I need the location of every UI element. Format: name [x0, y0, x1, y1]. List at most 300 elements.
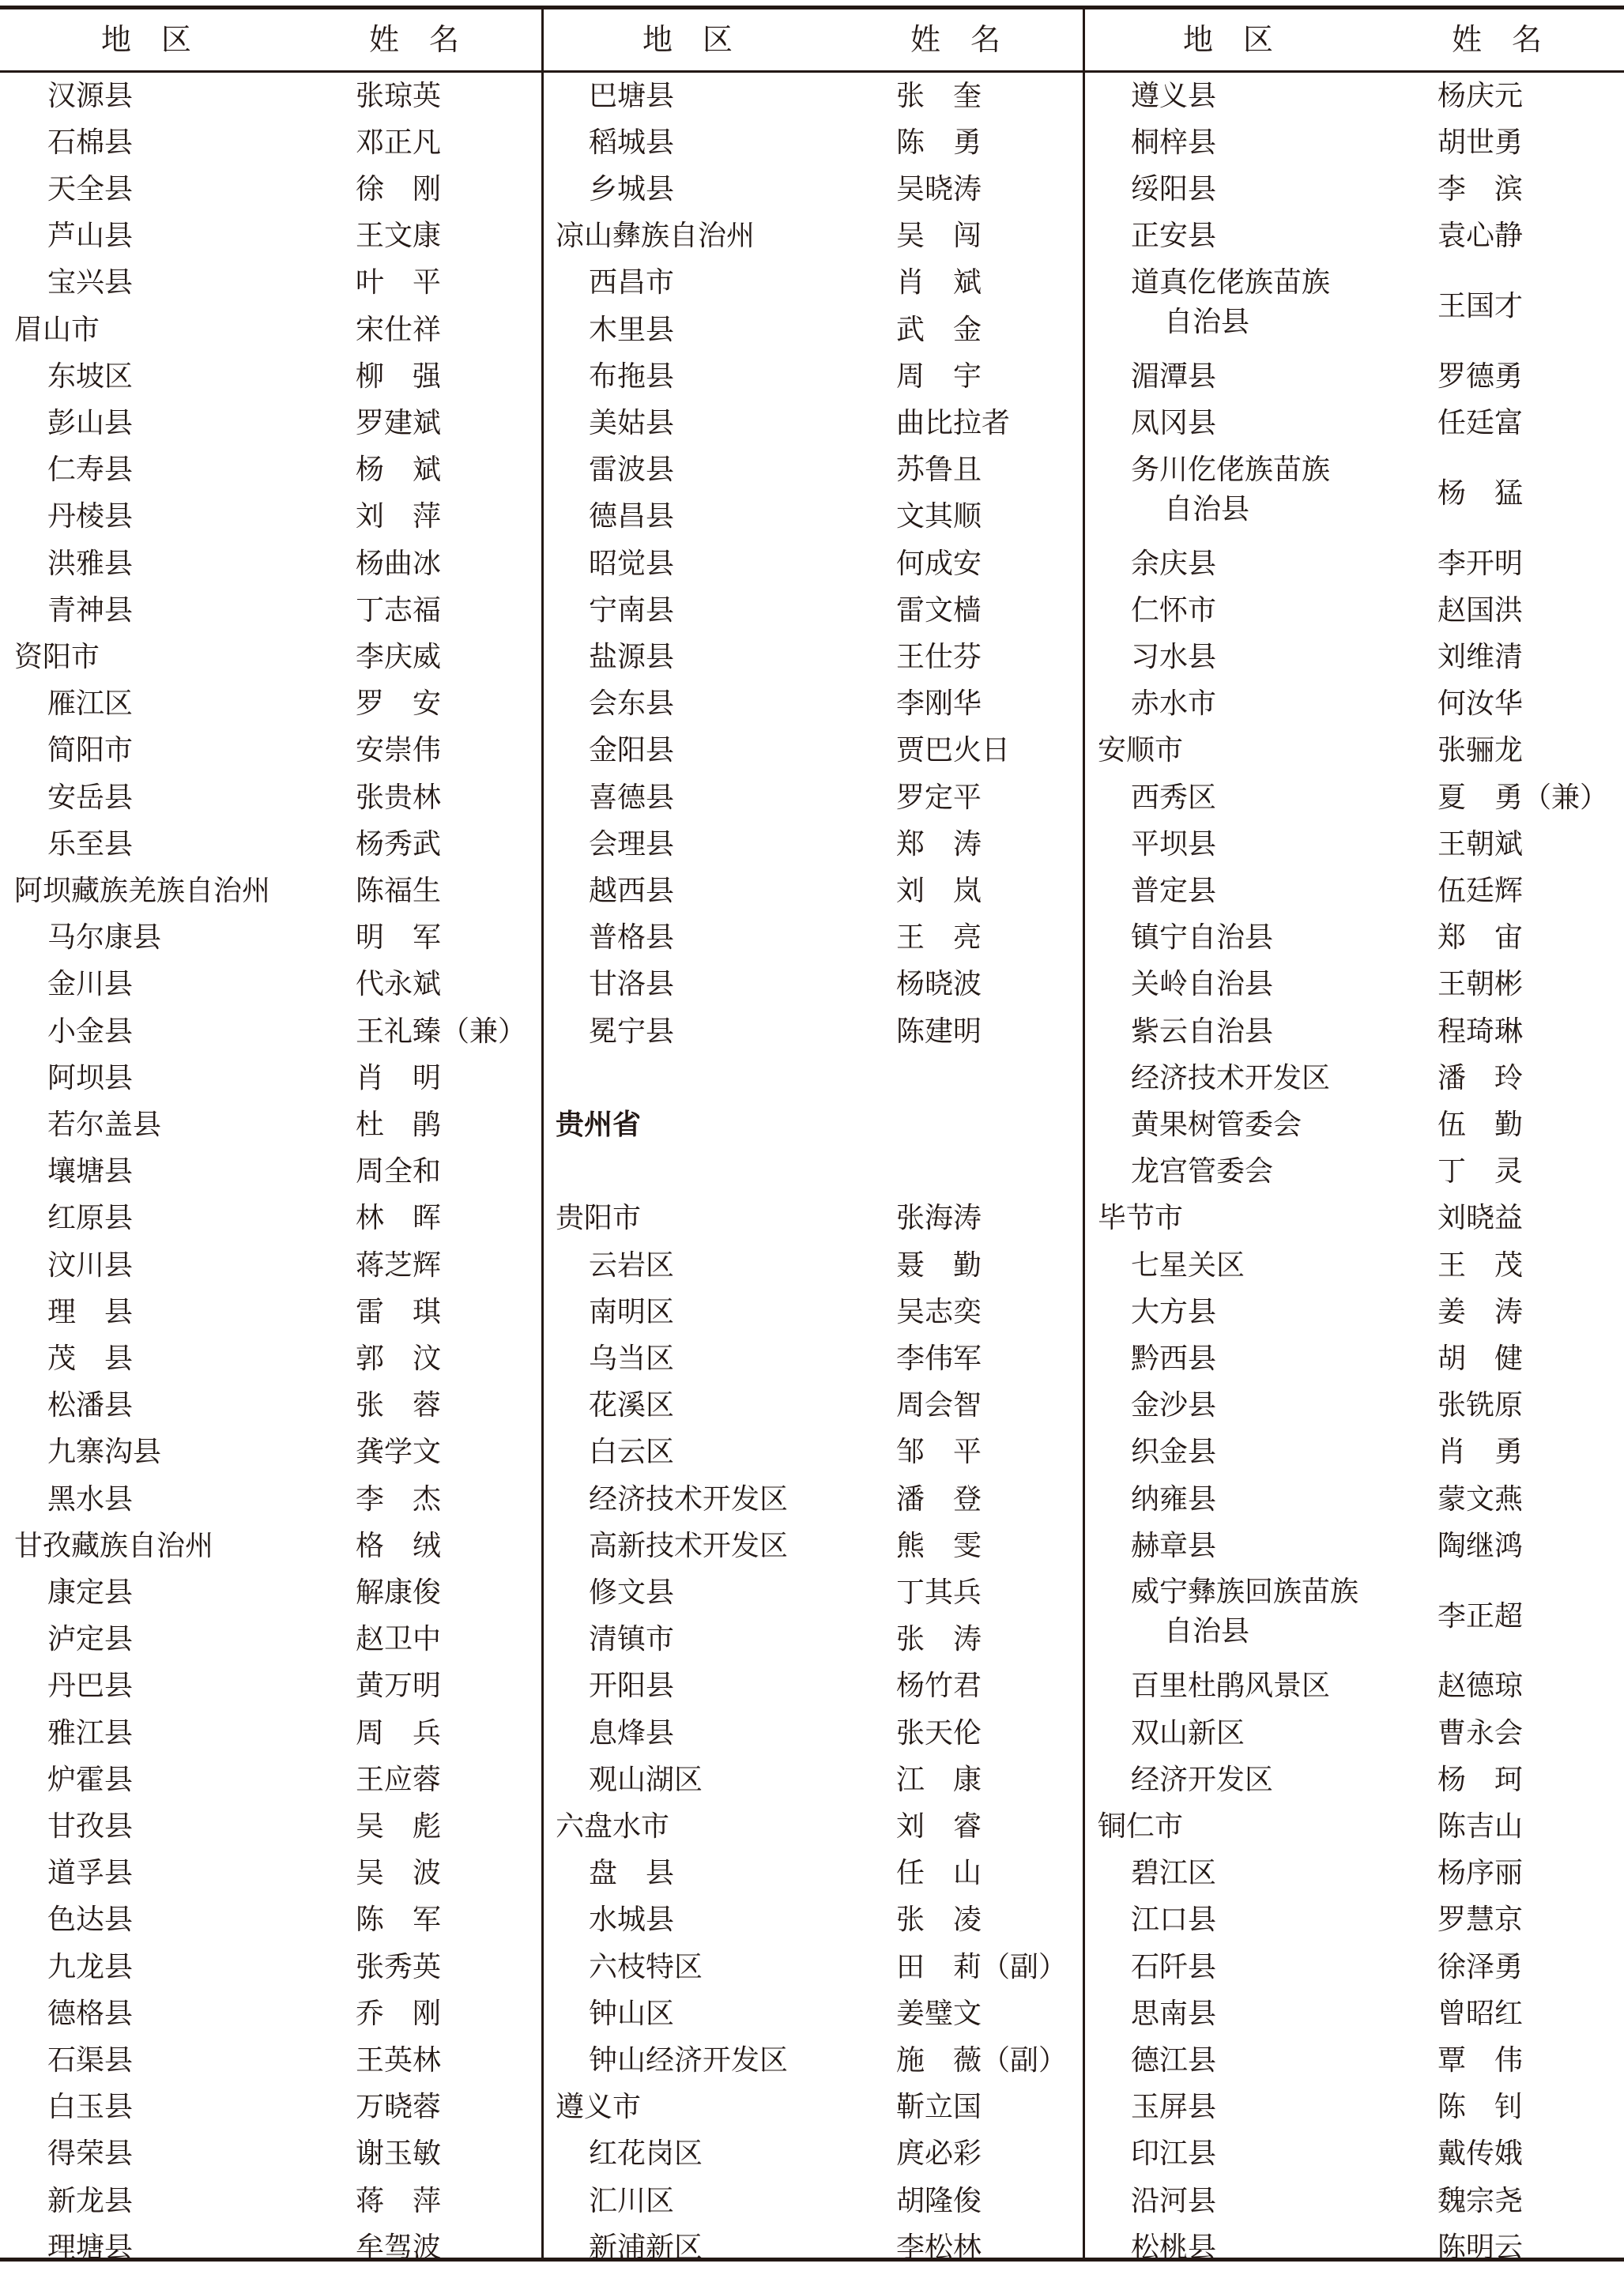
table-row: [0, 2224, 540, 2271]
table-row: [0, 400, 540, 446]
name-cell: 蒋 萍: [356, 2184, 442, 2217]
table-row: [544, 166, 1083, 213]
name-cell: 聂 勤: [896, 1248, 982, 1282]
table-row: [0, 2178, 540, 2224]
region-cell: 纳雍县: [1131, 1482, 1217, 1516]
table-row: [0, 307, 540, 353]
name-cell: 谢玉敏: [356, 2137, 442, 2171]
region-cell: 甘孜藏族自治州: [14, 1529, 214, 1562]
name-cell: 蒋芝辉: [356, 1248, 442, 1282]
table-row: [0, 1196, 540, 1242]
table-row: [544, 1757, 1083, 1803]
region-cell: 丹棱县: [47, 500, 134, 533]
name-cell: 武 金: [896, 313, 982, 346]
name-cell: 刘 岚: [896, 874, 982, 907]
region-cell: 玉屏县: [1131, 2091, 1217, 2124]
region-cell: 双山新区: [1131, 1716, 1245, 1749]
name-cell: 张秀英: [356, 1950, 442, 1983]
region-cell: 石渠县: [47, 2043, 134, 2077]
region-cell: 新浦新区: [589, 2231, 703, 2264]
table-row: [0, 681, 540, 728]
table-row: [544, 1663, 1083, 1710]
table-row: [544, 728, 1083, 774]
name-cell: 吴晓涛: [896, 172, 982, 205]
table-row: [1085, 1523, 1624, 1569]
region-cell: 金川县: [47, 968, 134, 1001]
table-row: [544, 1008, 1083, 1055]
table-row: [0, 166, 540, 213]
region-cell: 印江县: [1131, 2137, 1217, 2171]
table-row: [0, 1990, 540, 2037]
name-cell: 王 亮: [896, 921, 982, 955]
region-cell: 洪雅县: [47, 547, 134, 580]
region-cell: 仁寿县: [47, 454, 134, 487]
region-cell: 昭觉县: [589, 547, 675, 580]
region-cell: 道真仡佬族苗族: [1131, 266, 1331, 299]
name-cell: 柳 强: [356, 360, 442, 393]
column-header-name: 姓 名: [910, 22, 1001, 57]
name-cell: 任廷富: [1437, 406, 1524, 439]
region-cell: 德格县: [47, 1997, 134, 2030]
region-cell: 百里杜鹃风景区: [1131, 1670, 1331, 1703]
table-row: [0, 821, 540, 868]
name-cell: 杨序丽: [1437, 1857, 1524, 1890]
region-cell: 仁怀市: [1131, 593, 1217, 627]
name-cell: 吴志奕: [896, 1295, 982, 1328]
region-cell: 乡城县: [589, 172, 675, 205]
name-cell: 杨庆元: [1437, 79, 1524, 112]
column-header-name: 姓 名: [1452, 22, 1543, 57]
region-cell: 关岭自治县: [1131, 968, 1274, 1001]
region-cell: 湄潭县: [1131, 360, 1217, 393]
name-cell: 张 蓉: [356, 1389, 442, 1422]
region-cell: 眉山市: [14, 313, 100, 346]
table-column: [544, 73, 1083, 2264]
column-header-name: 姓 名: [369, 22, 460, 57]
name-cell: 施 薇（副）: [896, 2043, 1068, 2077]
name-cell: 魏宗尧: [1437, 2184, 1524, 2217]
region-cell: 木里县: [589, 313, 675, 346]
name-cell: 王英林: [356, 2043, 442, 2077]
region-cell: 红花岗区: [589, 2137, 703, 2171]
name-cell: 杨竹君: [896, 1670, 982, 1703]
table-row: [0, 1289, 540, 1335]
name-cell: 格 绒: [356, 1529, 442, 1562]
name-cell: 王文康: [356, 220, 442, 253]
name-cell: 张海涛: [896, 1202, 982, 1235]
name-cell: 覃 伟: [1437, 2043, 1524, 2077]
table-row: [1085, 587, 1624, 634]
table-row: [1085, 1710, 1624, 1757]
name-cell: 田 莉（副）: [896, 1950, 1068, 1983]
name-cell: 李正超: [1437, 1599, 1524, 1633]
region-cell: 色达县: [47, 1904, 134, 1937]
table-row: [1085, 681, 1624, 728]
table-row: [0, 1944, 540, 1990]
table-row: [544, 1710, 1083, 1757]
region-cell: 稻城县: [589, 126, 675, 159]
region-cell: 遵义市: [556, 2091, 642, 2124]
table-row: [0, 1102, 540, 1148]
table-row: [544, 1055, 1083, 1102]
name-cell: 李伟军: [896, 1342, 982, 1375]
region-cell: 毕节市: [1098, 1202, 1184, 1235]
table-row: [0, 2085, 540, 2131]
name-cell: 江 康: [896, 1763, 982, 1796]
table-row: [1085, 353, 1624, 400]
table-row: [0, 774, 540, 821]
region-cell: 巴塘县: [589, 79, 675, 112]
name-cell: 刘 睿: [896, 1810, 982, 1843]
table-row: [1085, 1196, 1624, 1242]
table-row: [1085, 166, 1624, 213]
region-cell: 六枝特区: [589, 1950, 703, 1983]
region-cell: 九寨沟县: [47, 1436, 162, 1469]
name-cell: 张琼英: [356, 79, 442, 112]
name-cell: 李 杰: [356, 1482, 442, 1516]
name-cell: 代永斌: [356, 968, 442, 1001]
table-row: [0, 962, 540, 1008]
table-row: [544, 2037, 1083, 2084]
region-cell: 西秀区: [1131, 781, 1217, 814]
name-cell: 李 滨: [1437, 172, 1524, 205]
region-cell: 汉源县: [47, 79, 134, 112]
table-row: [0, 1055, 540, 1102]
region-cell: 息烽县: [589, 1716, 675, 1749]
table-row: [1085, 1242, 1624, 1289]
table-row: [544, 1803, 1083, 1850]
region-cell: 清镇市: [589, 1623, 675, 1656]
table-row: [1085, 1757, 1624, 1803]
name-cell: 陈 军: [356, 1904, 442, 1937]
table-row: [544, 1476, 1083, 1523]
region-cell: 云岩区: [589, 1248, 675, 1282]
region-cell: 凉山彝族自治州: [556, 220, 755, 253]
name-cell: 叶 平: [356, 266, 442, 299]
table-row: [0, 353, 540, 400]
region-cell: 雷波县: [589, 454, 675, 487]
table-row: [1085, 1102, 1624, 1148]
region-cell: 织金县: [1131, 1436, 1217, 1469]
table-row: [1085, 2131, 1624, 2178]
name-cell: 杨 珂: [1437, 1763, 1524, 1796]
table-row: [1085, 1476, 1624, 1523]
table-row: [544, 1617, 1083, 1663]
region-cell: 安岳县: [47, 781, 134, 814]
region-cell: 越西县: [589, 874, 675, 907]
name-cell: 戴传娥: [1437, 2137, 1524, 2171]
name-cell: 罗定平: [896, 781, 982, 814]
name-cell: 邓正凡: [356, 126, 442, 159]
region-cell: 西昌市: [589, 266, 675, 299]
region-cell: 康定县: [47, 1576, 134, 1609]
name-cell: 潘 登: [896, 1482, 982, 1516]
name-cell: 苏鲁且: [896, 454, 982, 487]
region-cell: 经济开发区: [1131, 1763, 1274, 1796]
name-cell: 赵德琼: [1437, 1670, 1524, 1703]
region-cell: 炉霍县: [47, 1763, 134, 1796]
name-cell: 王国才: [1437, 289, 1524, 322]
region-cell: 习水县: [1131, 640, 1217, 673]
region-cell: 余庆县: [1131, 547, 1217, 580]
region-cell: 黔西县: [1131, 1342, 1217, 1375]
table-row: [0, 2131, 540, 2178]
region-cell: 德昌县: [589, 500, 675, 533]
name-cell: 张 凌: [896, 1904, 982, 1937]
table-row: [0, 447, 540, 494]
table-row: [544, 634, 1083, 680]
table-row: [0, 1897, 540, 1944]
name-cell: 牟驾波: [356, 2231, 442, 2264]
table-row: [544, 540, 1083, 587]
name-cell: 雷 琪: [356, 1295, 442, 1328]
table-row: [544, 821, 1083, 868]
name-cell: 王朝彬: [1437, 968, 1524, 1001]
name-cell: 王仕芬: [896, 640, 982, 673]
region-cell: 泸定县: [47, 1623, 134, 1656]
region-cell: 理塘县: [47, 2231, 134, 2264]
table-row: [1085, 1803, 1624, 1850]
name-cell: 罗慧京: [1437, 1904, 1524, 1937]
name-cell: 陈福生: [356, 874, 442, 907]
name-cell: 刘 萍: [356, 500, 442, 533]
table-row: [544, 1897, 1083, 1944]
region-cell: 观山湖区: [589, 1763, 703, 1796]
name-cell: 赵国洪: [1437, 593, 1524, 627]
table-row: [544, 260, 1083, 307]
region-cell: 理 县: [47, 1295, 134, 1328]
table-row: [544, 353, 1083, 400]
region-cell: 阿坝县: [47, 1061, 134, 1094]
name-cell: 张铣原: [1437, 1389, 1524, 1422]
region-cell: 江口县: [1131, 1904, 1217, 1937]
name-cell: 龚学文: [356, 1436, 442, 1469]
table-row: [0, 1663, 540, 1710]
name-cell: 陈建明: [896, 1015, 982, 1048]
table-row: [1085, 2178, 1624, 2224]
region-cell: 白云区: [589, 1436, 675, 1469]
region-cell: 得荣县: [47, 2137, 134, 2171]
region-cell: 贵阳市: [556, 1202, 642, 1235]
region-cell: 布拖县: [589, 360, 675, 393]
name-cell: 郑 宙: [1437, 921, 1524, 955]
table-row: [0, 1757, 540, 1803]
region-cell: 金阳县: [589, 734, 675, 767]
region-cell: 简阳市: [47, 734, 134, 767]
name-cell: 周全和: [356, 1155, 442, 1188]
region-cell: 若尔盖县: [47, 1108, 162, 1141]
name-cell: 王礼臻（兼）: [356, 1015, 527, 1048]
region-cell: 小金县: [47, 1015, 134, 1048]
table-row: [544, 1569, 1083, 1616]
region-cell: 沿河县: [1131, 2184, 1217, 2217]
name-cell: 任 山: [896, 1857, 982, 1890]
table-row: [0, 587, 540, 634]
region-cell: 黑水县: [47, 1482, 134, 1516]
region-cell: 德江县: [1131, 2043, 1217, 2077]
table-row: [544, 73, 1083, 119]
table-row: [0, 2037, 540, 2084]
name-cell: 程琦琳: [1437, 1015, 1524, 1048]
name-cell: 庹必彩: [896, 2137, 982, 2171]
table-row: [1085, 634, 1624, 680]
name-cell: 吴 彪: [356, 1810, 442, 1843]
table-row: [0, 1335, 540, 1382]
table-row: [544, 119, 1083, 166]
region-cell: 彭山县: [47, 406, 134, 439]
region-cell: 红原县: [47, 1202, 134, 1235]
name-cell: 刘晓益: [1437, 1202, 1524, 1235]
name-cell: 李松林: [896, 2231, 982, 2264]
table-row: [544, 2131, 1083, 2178]
table-row: [0, 1523, 540, 1569]
name-cell: 肖 斌: [896, 266, 982, 299]
region-cell: 钟山区: [589, 1997, 675, 2030]
region-cell: 乌当区: [589, 1342, 675, 1375]
table-row: [1085, 1851, 1624, 1897]
name-cell: 夏 勇（兼）: [1437, 781, 1609, 814]
name-cell: 周 兵: [356, 1716, 442, 1749]
table-row: [0, 119, 540, 166]
name-cell: 张天伦: [896, 1716, 982, 1749]
name-cell: 赵卫中: [356, 1623, 442, 1656]
table-row: [544, 1242, 1083, 1289]
region-cell: 青神县: [47, 593, 134, 627]
region-cell: 金沙县: [1131, 1389, 1217, 1422]
region-cell: 松潘县: [47, 1389, 134, 1422]
name-cell: 徐 刚: [356, 172, 442, 205]
table-row: [544, 681, 1083, 728]
table-row: [0, 728, 540, 774]
name-cell: 丁其兵: [896, 1576, 982, 1609]
name-cell: 何汝华: [1437, 687, 1524, 721]
region-cell: 汶川县: [47, 1248, 134, 1282]
region-cell: 修文县: [589, 1576, 675, 1609]
name-cell: 肖 明: [356, 1061, 442, 1094]
region-cell: 白玉县: [47, 2091, 134, 2124]
name-cell: 罗德勇: [1437, 360, 1524, 393]
table-row: [544, 2085, 1083, 2131]
table-row: [0, 1803, 540, 1850]
name-cell: 曲比拉者: [896, 406, 1011, 439]
name-cell: 周会智: [896, 1389, 982, 1422]
table-row: [1085, 400, 1624, 446]
region-cell: 威宁彝族回族苗族: [1131, 1576, 1359, 1609]
table-row: [1085, 1289, 1624, 1335]
region-cell: 水城县: [589, 1904, 675, 1937]
table-row: [544, 1990, 1083, 2037]
table-row: [1085, 962, 1624, 1008]
name-cell: 吴 闯: [896, 220, 982, 253]
region-cell: 茂 县: [47, 1342, 134, 1375]
region-cell: 资阳市: [14, 640, 100, 673]
column-header-region: 地 区: [1183, 22, 1274, 57]
table-row: [0, 1149, 540, 1196]
name-cell: 周 宇: [896, 360, 982, 393]
region-cell: 高新技术开发区: [589, 1529, 789, 1562]
name-cell: 蒙文燕: [1437, 1482, 1524, 1516]
table-row: [544, 1102, 1083, 1148]
table-row: [544, 868, 1083, 914]
region-cell: 甘孜县: [47, 1810, 134, 1843]
name-cell: 胡隆俊: [896, 2184, 982, 2217]
name-cell: 曹永会: [1437, 1716, 1524, 1749]
region-cell: 芦山县: [47, 220, 134, 253]
region-cell: 赤水市: [1131, 687, 1217, 721]
table-row: [1085, 1429, 1624, 1476]
table-row: [1085, 1008, 1624, 1055]
table-row: [0, 260, 540, 307]
table-row: [544, 1383, 1083, 1429]
region-cell: 新龙县: [47, 2184, 134, 2217]
region-cell: 盘 县: [589, 1857, 675, 1890]
table-row: [0, 1617, 540, 1663]
table-row: [544, 1429, 1083, 1476]
region-cell: 南明区: [589, 1295, 675, 1328]
table-column: [1085, 73, 1624, 2264]
name-cell: 罗建斌: [356, 406, 442, 439]
region-cell: 钟山经济开发区: [589, 2043, 789, 2077]
region-cell: 桐梓县: [1131, 126, 1217, 159]
region-cell: 马尔康县: [47, 921, 162, 955]
name-cell: 明 军: [356, 921, 442, 955]
region-cell: 甘洛县: [589, 968, 675, 1001]
table-row: [1085, 915, 1624, 962]
region-cell: 天全县: [47, 172, 134, 205]
name-cell: 陈明云: [1437, 2231, 1524, 2264]
table-row: [544, 2224, 1083, 2271]
region-cell: 七星关区: [1131, 1248, 1245, 1282]
table-row: [0, 1476, 540, 1523]
name-cell: 安崇伟: [356, 734, 442, 767]
region-cell: 六盘水市: [556, 1810, 670, 1843]
table-row: [544, 1149, 1083, 1196]
region-cell: 道孚县: [47, 1857, 134, 1890]
name-cell: 何成安: [896, 547, 982, 580]
table-row: [544, 1289, 1083, 1335]
region-cell: 宝兴县: [47, 266, 134, 299]
table-row: [1085, 119, 1624, 166]
name-cell: 熊 雯: [896, 1529, 982, 1562]
name-cell: 杨曲冰: [356, 547, 442, 580]
name-cell: 张贵林: [356, 781, 442, 814]
region-cell-continuation: 自治县: [1164, 1615, 1250, 1648]
name-cell: 贾巴火日: [896, 734, 1011, 767]
name-cell: 郭 汶: [356, 1342, 442, 1375]
table-row: [1085, 447, 1624, 540]
name-cell: 李开明: [1437, 547, 1524, 580]
table-row: [544, 307, 1083, 353]
region-cell-continuation: 自治县: [1164, 492, 1250, 525]
region-cell: 乐至县: [47, 827, 134, 861]
name-cell: 陈吉山: [1437, 1810, 1524, 1843]
name-cell: 王朝斌: [1437, 827, 1524, 861]
table-top-rule: [0, 6, 1624, 9]
table-column: [0, 73, 540, 2264]
table-row: [544, 447, 1083, 494]
region-cell: 冕宁县: [589, 1015, 675, 1048]
table-row: [1085, 1944, 1624, 1990]
table-row: [1085, 213, 1624, 260]
region-cell: 宁南县: [589, 593, 675, 627]
region-cell: 盐源县: [589, 640, 675, 673]
table-row: [1085, 1383, 1624, 1429]
table-row: [544, 962, 1083, 1008]
table-row: [0, 1710, 540, 1757]
name-cell: 伍廷辉: [1437, 874, 1524, 907]
table-row: [1085, 2085, 1624, 2131]
table-row: [0, 540, 540, 587]
